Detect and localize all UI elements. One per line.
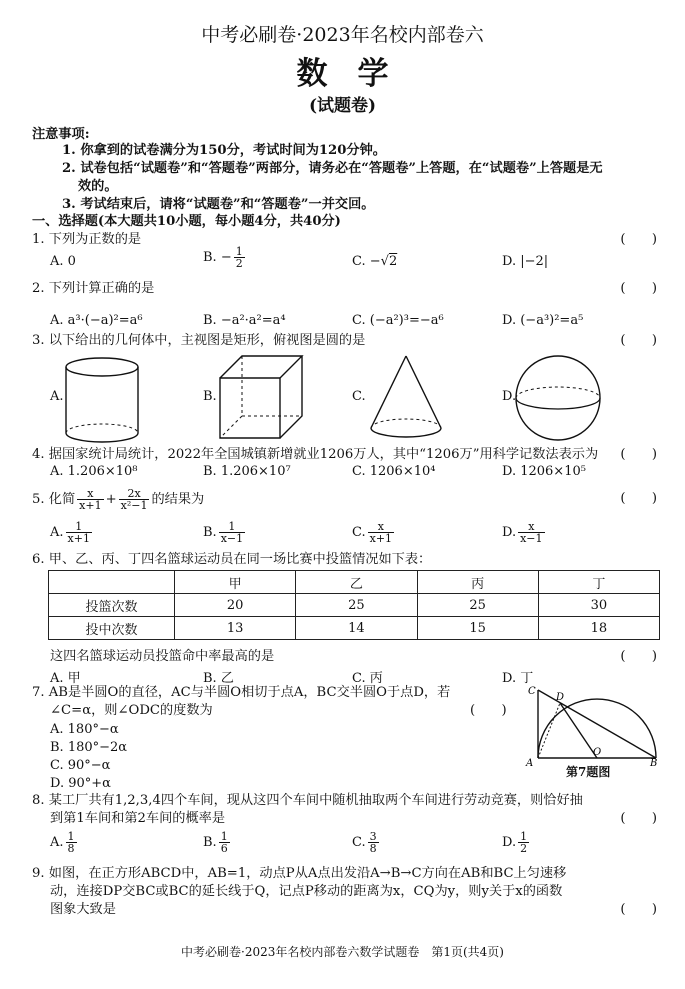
q8-answer-paren[interactable]: ( ) <box>620 811 657 826</box>
q4-option-c: C. 1206×10⁴ <box>352 464 436 479</box>
q6-option-a: A. 甲 <box>50 671 81 686</box>
q7-figure-caption: 第7题图 <box>566 765 611 779</box>
table-header-cell: 甲 <box>175 571 296 594</box>
q2-answer-paren[interactable]: ( ) <box>620 281 657 296</box>
q7-answer-paren[interactable]: ( ) <box>470 703 507 718</box>
page-footer: 中考必刷卷·2023年名校内部卷六数学试题卷 第1页(共4页) <box>181 945 504 959</box>
q6-answer-paren[interactable]: ( ) <box>620 649 657 664</box>
q4-option-b: B. 1.206×10⁷ <box>203 464 291 479</box>
q6-option-d: D. 丁 <box>502 671 534 686</box>
q5-option-d: D. $\frac{x}{x-1}$ <box>502 520 543 545</box>
q9-answer-paren[interactable]: ( ) <box>620 902 657 917</box>
table-cell: 30 <box>538 594 659 617</box>
q2-option-b: B. −a²·a²=a⁴ <box>203 313 286 328</box>
q1-option-d: D. |−2| <box>502 254 549 269</box>
q4-option-d: D. 1206×10⁵ <box>502 464 586 479</box>
q5-stem: 5. 化简 $\frac{x}{x+1}$ + $\frac{2x}{\text{x²−1}}$ 的结果为 <box>32 487 205 512</box>
label-o: O <box>593 747 602 758</box>
cylinder-figure <box>62 355 144 447</box>
q1-option-b: B. − $\frac{1}{2}$ <box>203 245 243 270</box>
q4-stem: 4. 据国家统计局统计，2022年全国城镇新增就业1206万人，其中“1206万”用科学记数法表示为 <box>32 447 599 462</box>
q5-option-b: B. $\frac{1}{x-1}$ <box>203 520 244 545</box>
q5-option-c: C. $\frac{x}{x+1}$ <box>352 520 393 545</box>
exam-title: 中考必刷卷·2023年名校内部卷六 <box>201 24 484 46</box>
q9-stem-line2: 动，连接DP交BC或BC的延长线于Q，记点P移动的距离为x，CQ为y，则y关于x的函数 <box>50 884 563 899</box>
q2-option-a: A. a³·(−a)²=a⁶ <box>50 313 143 328</box>
q7-stem-line2: ∠C=α，则∠ODC的度数为 <box>50 703 213 718</box>
q3-answer-paren[interactable]: ( ) <box>620 333 657 348</box>
q6-option-c: C. 丙 <box>352 671 383 686</box>
note-3: 3. 考试结束后，请将“试题卷”和“答题卷”一并交回。 <box>62 197 375 212</box>
notes-heading: 注意事项: <box>32 127 90 142</box>
table-cell: 14 <box>296 617 417 640</box>
sphere-figure <box>512 352 604 444</box>
q1-stem: 1. 下列为正数的是 <box>32 232 142 247</box>
label-c: C <box>528 686 536 697</box>
table-cell: 25 <box>417 594 538 617</box>
table-cell: 投中次数 <box>49 617 175 640</box>
q7-stem-line1: 7. AB是半圆O的直径，AC与半圆O相切于点A，BC交半圆O于点D，若 <box>32 685 451 700</box>
q3-option-a: A. <box>50 389 64 404</box>
q3-option-c: C. <box>352 389 366 404</box>
table-header-cell: 丙 <box>417 571 538 594</box>
q6-stem: 6. 甲、乙、丙、丁四名篮球运动员在同一场比赛中投篮情况如下表： <box>32 552 432 567</box>
q8-stem-line1: 8. 某工厂共有1,2,3,4四个车间，现从这四个车间中随机抽取两个车间进行劳动竞赛，则恰好抽 <box>32 793 583 808</box>
q8-stem-line2: 到第1车间和第2车间的概率是 <box>50 811 226 826</box>
semicircle-figure <box>522 684 662 768</box>
q4-option-a: A. 1.206×10⁸ <box>50 464 138 479</box>
label-d: D <box>556 692 565 703</box>
note-2-cont: 效的。 <box>78 179 118 194</box>
q6-option-b: B. 乙 <box>203 671 234 686</box>
table-cell: 25 <box>296 594 417 617</box>
q3-stem: 3. 以下给出的几何体中，主视图是矩形，俯视图是圆的是 <box>32 333 366 348</box>
q7-option-c: C. 90°−α <box>50 758 111 773</box>
q7-option-b: B. 180°−2α <box>50 740 128 755</box>
q1-option-c: C. −√2 <box>352 254 398 269</box>
table-header-cell: 丁 <box>538 571 659 594</box>
q1-option-a: A. 0 <box>50 254 76 269</box>
shooting-table <box>48 570 660 640</box>
q5-option-a: A. $\frac{1}{x+1}$ <box>50 520 90 545</box>
note-1: 1. 你拿到的试卷满分为150分，考试时间为120分钟。 <box>62 143 386 158</box>
table-cell: 18 <box>538 617 659 640</box>
table-cell: 投篮次数 <box>49 594 175 617</box>
section-heading: 一、选择题(本大题共10小题，每小题4分，共40分) <box>32 214 341 229</box>
q3-option-d: D. <box>502 389 517 404</box>
table-cell: 13 <box>175 617 296 640</box>
q2-option-c: C. (−a²)³=−a⁶ <box>352 313 444 328</box>
table-cell: 20 <box>175 594 296 617</box>
note-2: 2. 试卷包括“试题卷”和“答题卷”两部分，请务必在“答题卷”上答题，在“试题卷”上答题是无 <box>62 161 603 176</box>
table-row <box>49 594 660 617</box>
label-a: A <box>526 758 534 768</box>
q2-option-d: D. (−a³)²=a⁵ <box>502 313 584 328</box>
table-header-cell <box>49 571 175 594</box>
q6-question: 这四名篮球运动员投篮命中率最高的是 <box>50 649 275 664</box>
cube-figure <box>214 352 310 444</box>
q2-stem: 2. 下列计算正确的是 <box>32 281 155 296</box>
table-header-row <box>49 571 660 594</box>
q7-option-a: A. 180°−α <box>50 722 119 737</box>
q8-option-a: A. $\frac{1}{8}$ <box>50 830 75 855</box>
q1-answer-paren[interactable]: ( ) <box>620 232 657 247</box>
q3-option-b: B. <box>203 389 217 404</box>
q8-option-c: C. $\frac{3}{8}$ <box>352 830 377 855</box>
q5-answer-paren[interactable]: ( ) <box>620 491 657 506</box>
table-row <box>49 617 660 640</box>
q4-answer-paren[interactable]: ( ) <box>620 447 657 462</box>
q8-option-d: D. $\frac{1}{2}$ <box>502 830 528 855</box>
q8-option-b: B. $\frac{1}{6}$ <box>203 830 228 855</box>
q7-option-d: D. 90°+α <box>50 776 111 791</box>
cone-figure <box>366 352 446 444</box>
label-b: B <box>650 758 658 768</box>
q9-stem-line1: 9. 如图，在正方形ABCD中，AB=1，动点P从A点出发沿A→B→C方向在AB和BC上匀速移 <box>32 866 567 881</box>
subject-heading: 数学 <box>296 56 419 92</box>
table-header-cell: 乙 <box>296 571 417 594</box>
table-cell: 15 <box>417 617 538 640</box>
q9-stem-line3: 图象大致是 <box>50 902 116 917</box>
exam-subtitle: (试题卷) <box>308 96 377 116</box>
